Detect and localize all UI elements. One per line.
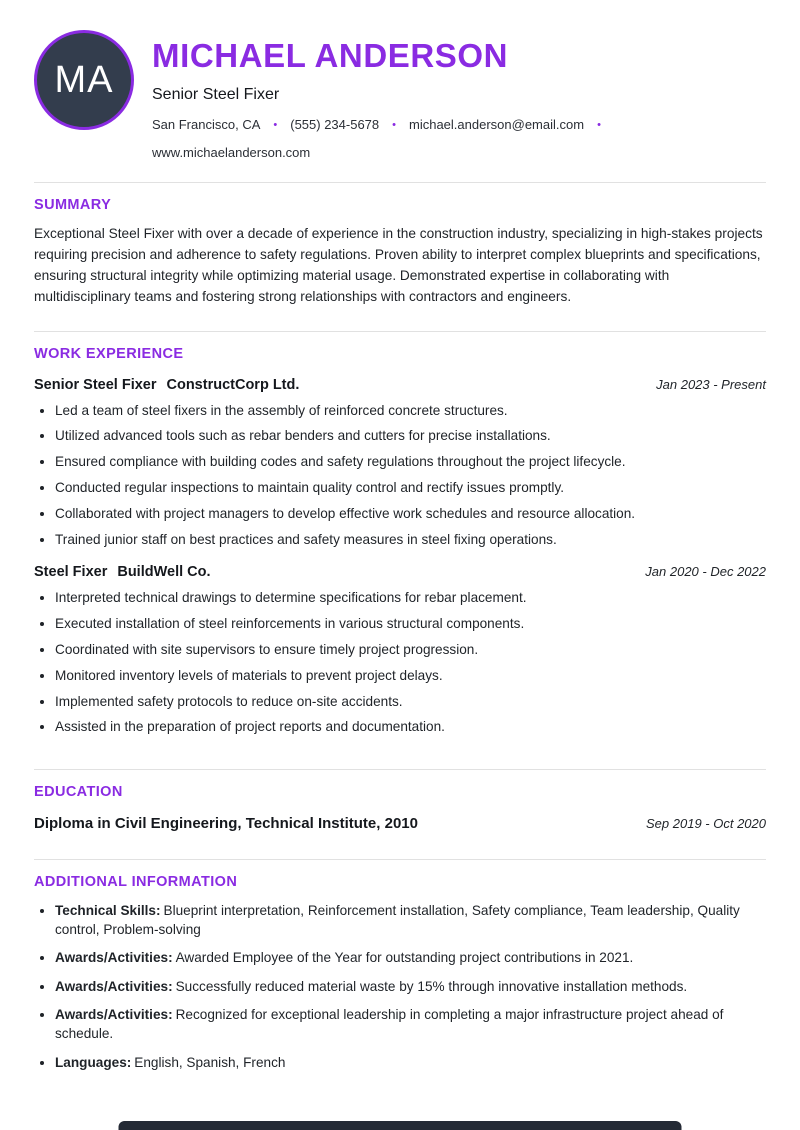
summary-text: Exceptional Steel Fixer with over a decade of experience in the construction industry, specializing in high-stakes projects requiring precision and adherence to safety regulations. Proven ability to interpret complex blueprints and specifications, ensuring structural integrity while optimizing material usage. Demonstrated expertise in collaborating with multidisciplinary teams and fostering strong relationships with contractors and engineers. bbox=[34, 226, 763, 304]
job-bullet: • Ensured compliance with building codes and safety regulations throughout the project lifecycle. bbox=[55, 453, 766, 471]
job-dates: Jan 2020 - Dec 2022 bbox=[645, 564, 766, 580]
section-divider bbox=[34, 769, 766, 770]
job-header bbox=[34, 564, 766, 580]
section-divider bbox=[34, 859, 766, 860]
header-text bbox=[152, 30, 766, 160]
job-bullet: • Led a team of steel fixers in the assembly of reinforced concrete structures. bbox=[55, 402, 766, 420]
education-entry bbox=[34, 815, 766, 832]
job-title: Senior Steel Fixer bbox=[34, 376, 157, 393]
info-item bbox=[55, 901, 766, 940]
job-title-company bbox=[34, 564, 211, 580]
job-bullet: • Utilized advanced tools such as rebar benders and cutters for precise installations. bbox=[55, 427, 766, 445]
avatar bbox=[34, 30, 134, 130]
bullet-separator-icon: • bbox=[273, 118, 278, 131]
contact-email: michael.anderson@email.com bbox=[409, 117, 585, 133]
contact-location: San Francisco, CA bbox=[152, 117, 261, 133]
job-bullet: • Assisted in the preparation of project reports and documentation. bbox=[55, 718, 766, 736]
info-item-text: Recognized for exceptional leadership in completing a major infrastructure project ahead of schedule. bbox=[55, 1006, 724, 1042]
education-dates: Sep 2019 - Oct 2020 bbox=[646, 815, 766, 831]
additional-information-section bbox=[34, 874, 766, 1072]
education-heading: EDUCATION bbox=[34, 783, 123, 800]
info-item-label: Awards/Activities: bbox=[55, 978, 173, 994]
job-bullet-list bbox=[34, 402, 766, 550]
info-item bbox=[55, 1053, 766, 1072]
avatar-initials: MA bbox=[54, 58, 114, 101]
bullet-separator-icon: • bbox=[392, 118, 396, 131]
job-bullet: • Conducted regular inspections to maintain quality control and rectify issues promptly. bbox=[55, 479, 766, 497]
education-degree: Diploma in Civil Engineering, Technical Institute, 2010 bbox=[34, 814, 418, 832]
info-item bbox=[55, 977, 766, 996]
contact-row bbox=[152, 117, 766, 160]
job-company: ConstructCorp Ltd. bbox=[166, 376, 300, 393]
section-divider bbox=[34, 331, 766, 332]
contact-website: www.michaelanderson.com bbox=[152, 145, 311, 161]
bullet-separator-icon: • bbox=[597, 118, 601, 131]
job-title-company bbox=[34, 377, 299, 393]
job-bullet: • Coordinated with site supervisors to ensure timely project progression. bbox=[55, 641, 766, 659]
footer-bar bbox=[119, 1121, 682, 1130]
candidate-job-title: Senior Steel Fixer bbox=[152, 86, 280, 104]
education-section bbox=[34, 784, 766, 832]
additional-information-list bbox=[34, 901, 766, 1072]
info-item-text: Blueprint interpretation, Reinforcement installation, Safety compliance, Team leadership, Quality control, Problem-solving bbox=[55, 902, 740, 938]
job-bullet: • Executed installation of steel reinforcements in various structural components. bbox=[55, 615, 766, 633]
info-item-label: Awards/Activities: bbox=[55, 1006, 173, 1022]
job-title: Steel Fixer bbox=[34, 564, 108, 581]
job-company: BuildWell Co. bbox=[117, 564, 211, 581]
resume-header bbox=[34, 0, 766, 182]
job-dates: Jan 2023 - Present bbox=[656, 376, 766, 392]
info-item-label: Awards/Activities: bbox=[55, 950, 173, 966]
work-experience-section bbox=[34, 346, 766, 737]
job-bullet: • Interpreted technical drawings to determine specifications for rebar placement. bbox=[55, 589, 766, 607]
summary-heading: SUMMARY bbox=[34, 197, 112, 214]
job-bullet: • Collaborated with project managers to develop effective work schedules and resource allocation. bbox=[55, 505, 766, 523]
section-divider bbox=[34, 182, 766, 183]
job-bullet-list bbox=[34, 589, 766, 737]
job-bullet: • Trained junior staff on best practices and safety measures in steel fixing operations. bbox=[55, 531, 766, 549]
contact-phone: (555) 234-5678 bbox=[290, 117, 380, 133]
work-experience-heading: WORK EXPERIENCE bbox=[34, 345, 184, 362]
info-item-text: Awarded Employee of the Year for outstanding project contributions in 2021. bbox=[175, 950, 634, 966]
info-item-label: Languages: bbox=[55, 1054, 132, 1070]
info-item-label: Technical Skills: bbox=[55, 902, 161, 918]
candidate-name: MICHAEL ANDERSON bbox=[152, 37, 509, 74]
info-item bbox=[55, 1005, 766, 1044]
job-header bbox=[34, 377, 766, 393]
job-bullet: • Implemented safety protocols to reduce on-site accidents. bbox=[55, 693, 766, 711]
additional-information-heading: ADDITIONAL INFORMATION bbox=[34, 873, 238, 890]
info-item-text: Successfully reduced material waste by 15% through innovative installation methods. bbox=[175, 978, 688, 994]
summary-section bbox=[34, 197, 766, 307]
info-item-text: English, Spanish, French bbox=[134, 1054, 286, 1070]
info-item bbox=[55, 948, 766, 967]
job-bullet: • Monitored inventory levels of materials to prevent project delays. bbox=[55, 667, 766, 685]
